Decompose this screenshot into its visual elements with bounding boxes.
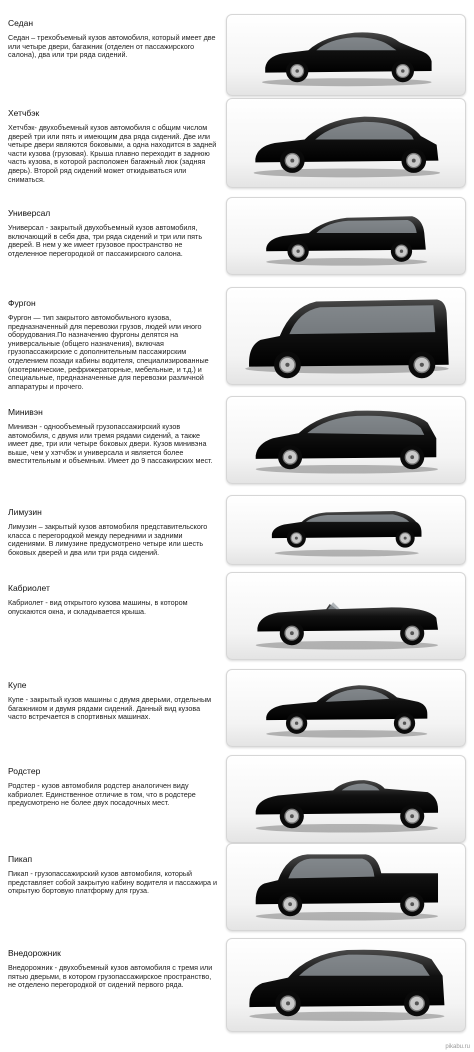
car-type-description: Седан – трехобъемный кузов автомобиля, который имеет две или четыре двери, багажник (отделен от пассажирского салона), два или три ряда сидений. (8, 33, 216, 60)
car-type-title: Купе (8, 680, 27, 690)
car-image-cabrio (226, 572, 466, 660)
car-image-suv (226, 938, 466, 1032)
car-type-description: Внедорожник - двухобъемный кузов автомобиля с тремя или пятью дверьми, в котором грузопассажирское пространство, не отделено перегородкой от сидений первого ряда. (8, 963, 213, 990)
car-type-description: Минивэн - однообъемный грузопассажирский кузов автомобиля, с двумя или тремя рядами сидений, а также имеет две, три или четыре боковых двери. Кузов минивэна выше, чем у хэтчбэк и универсала и является более вместительным и объемным. Имеет до 9 пассажирских мест. (8, 422, 213, 466)
car-image-pickup (226, 843, 466, 931)
car-type-title: Фургон (8, 298, 36, 308)
car-type-title: Родстер (8, 766, 41, 776)
car-image-van (226, 287, 466, 385)
car-type-title: Минивэн (8, 407, 43, 417)
car-image-roadster (226, 755, 466, 843)
car-type-description: Купе - закрытый кузов машины с двумя дверьми, отдельным багажником и двумя рядами сидений. Данный вид кузова часто встречается в спортивных машинах. (8, 695, 212, 722)
car-type-description: Фургон — тип закрытого автомобильного кузова, предназначенный для перевозки грузов, людей или иного оборудования.По назначению фургоны делятся на универсальные (общего назначения), включая грузопассажирские с дополнительным пассажирским отделением позади кабины водителя, специализированные (изотермические, рефрижераторные, мебельные, и т.д.) и специальные, предназначенные для перевозки различной аппаратуры и прочего. (8, 313, 209, 391)
watermark: pikabu.ru (445, 1044, 470, 1050)
car-type-description: Кабриолет - вид открытого кузова машины, в котором опускаются окна, и складывается крыша. (8, 598, 188, 616)
car-type-title: Кабриолет (8, 583, 50, 593)
car-type-description: Хетчбэк- двухобъемный кузов автомобиля с общим числом дверей три или пять и имеющим два ряда сидений. Две или четыре двери являются боковыми, а одна находится в задней части кузова (грузовая). Крыша плавно переходит в заднюю часть кузова, в которой расположен багажный люк (задняя дверь). Второй ряд сидений может откидываться или сниматься. (8, 123, 217, 184)
car-type-title: Внедорожник (8, 948, 61, 958)
car-type-title: Седан (8, 18, 34, 28)
car-image-sedan (226, 14, 466, 96)
car-type-title: Универсал (8, 208, 51, 218)
car-type-description: Универсал - закрытый двухобъемный кузов автомобиля, включающий в себя два, три ряда сидений и три или пять дверей. В нем у же имеет грузовое пространство не отделенное перегородкой от пассажирского салона. (8, 223, 203, 258)
car-image-hatchback (226, 98, 466, 188)
car-type-title: Пикап (8, 854, 33, 864)
car-type-description: Лимузин – закрытый кузов автомобиля представительского класса с перегородкой между передними и задними сидениями. В лимузине предусмотрено четыре или шесть боковых дверей и два или три ряда сидений. (8, 522, 208, 557)
car-image-limo (226, 495, 466, 565)
car-type-title: Лимузин (8, 507, 42, 517)
car-image-wagon (226, 197, 466, 275)
car-type-description: Родстер - кузов автомобиля родстер аналогичен виду кабриолет. Единственное отличие в том, что в родстере предусмотрено не более двух посадочных мест. (8, 781, 196, 808)
car-type-description: Пикап - грузопассажирский кузов автомобиля, который представляет собой закрытую кабину водителя и пассажира и открытую бортовую платформу для груза. (8, 869, 218, 896)
car-image-minivan (226, 396, 466, 484)
car-type-title: Хетчбэк (8, 108, 40, 118)
car-window (288, 859, 374, 879)
car-image-coupe (226, 669, 466, 747)
